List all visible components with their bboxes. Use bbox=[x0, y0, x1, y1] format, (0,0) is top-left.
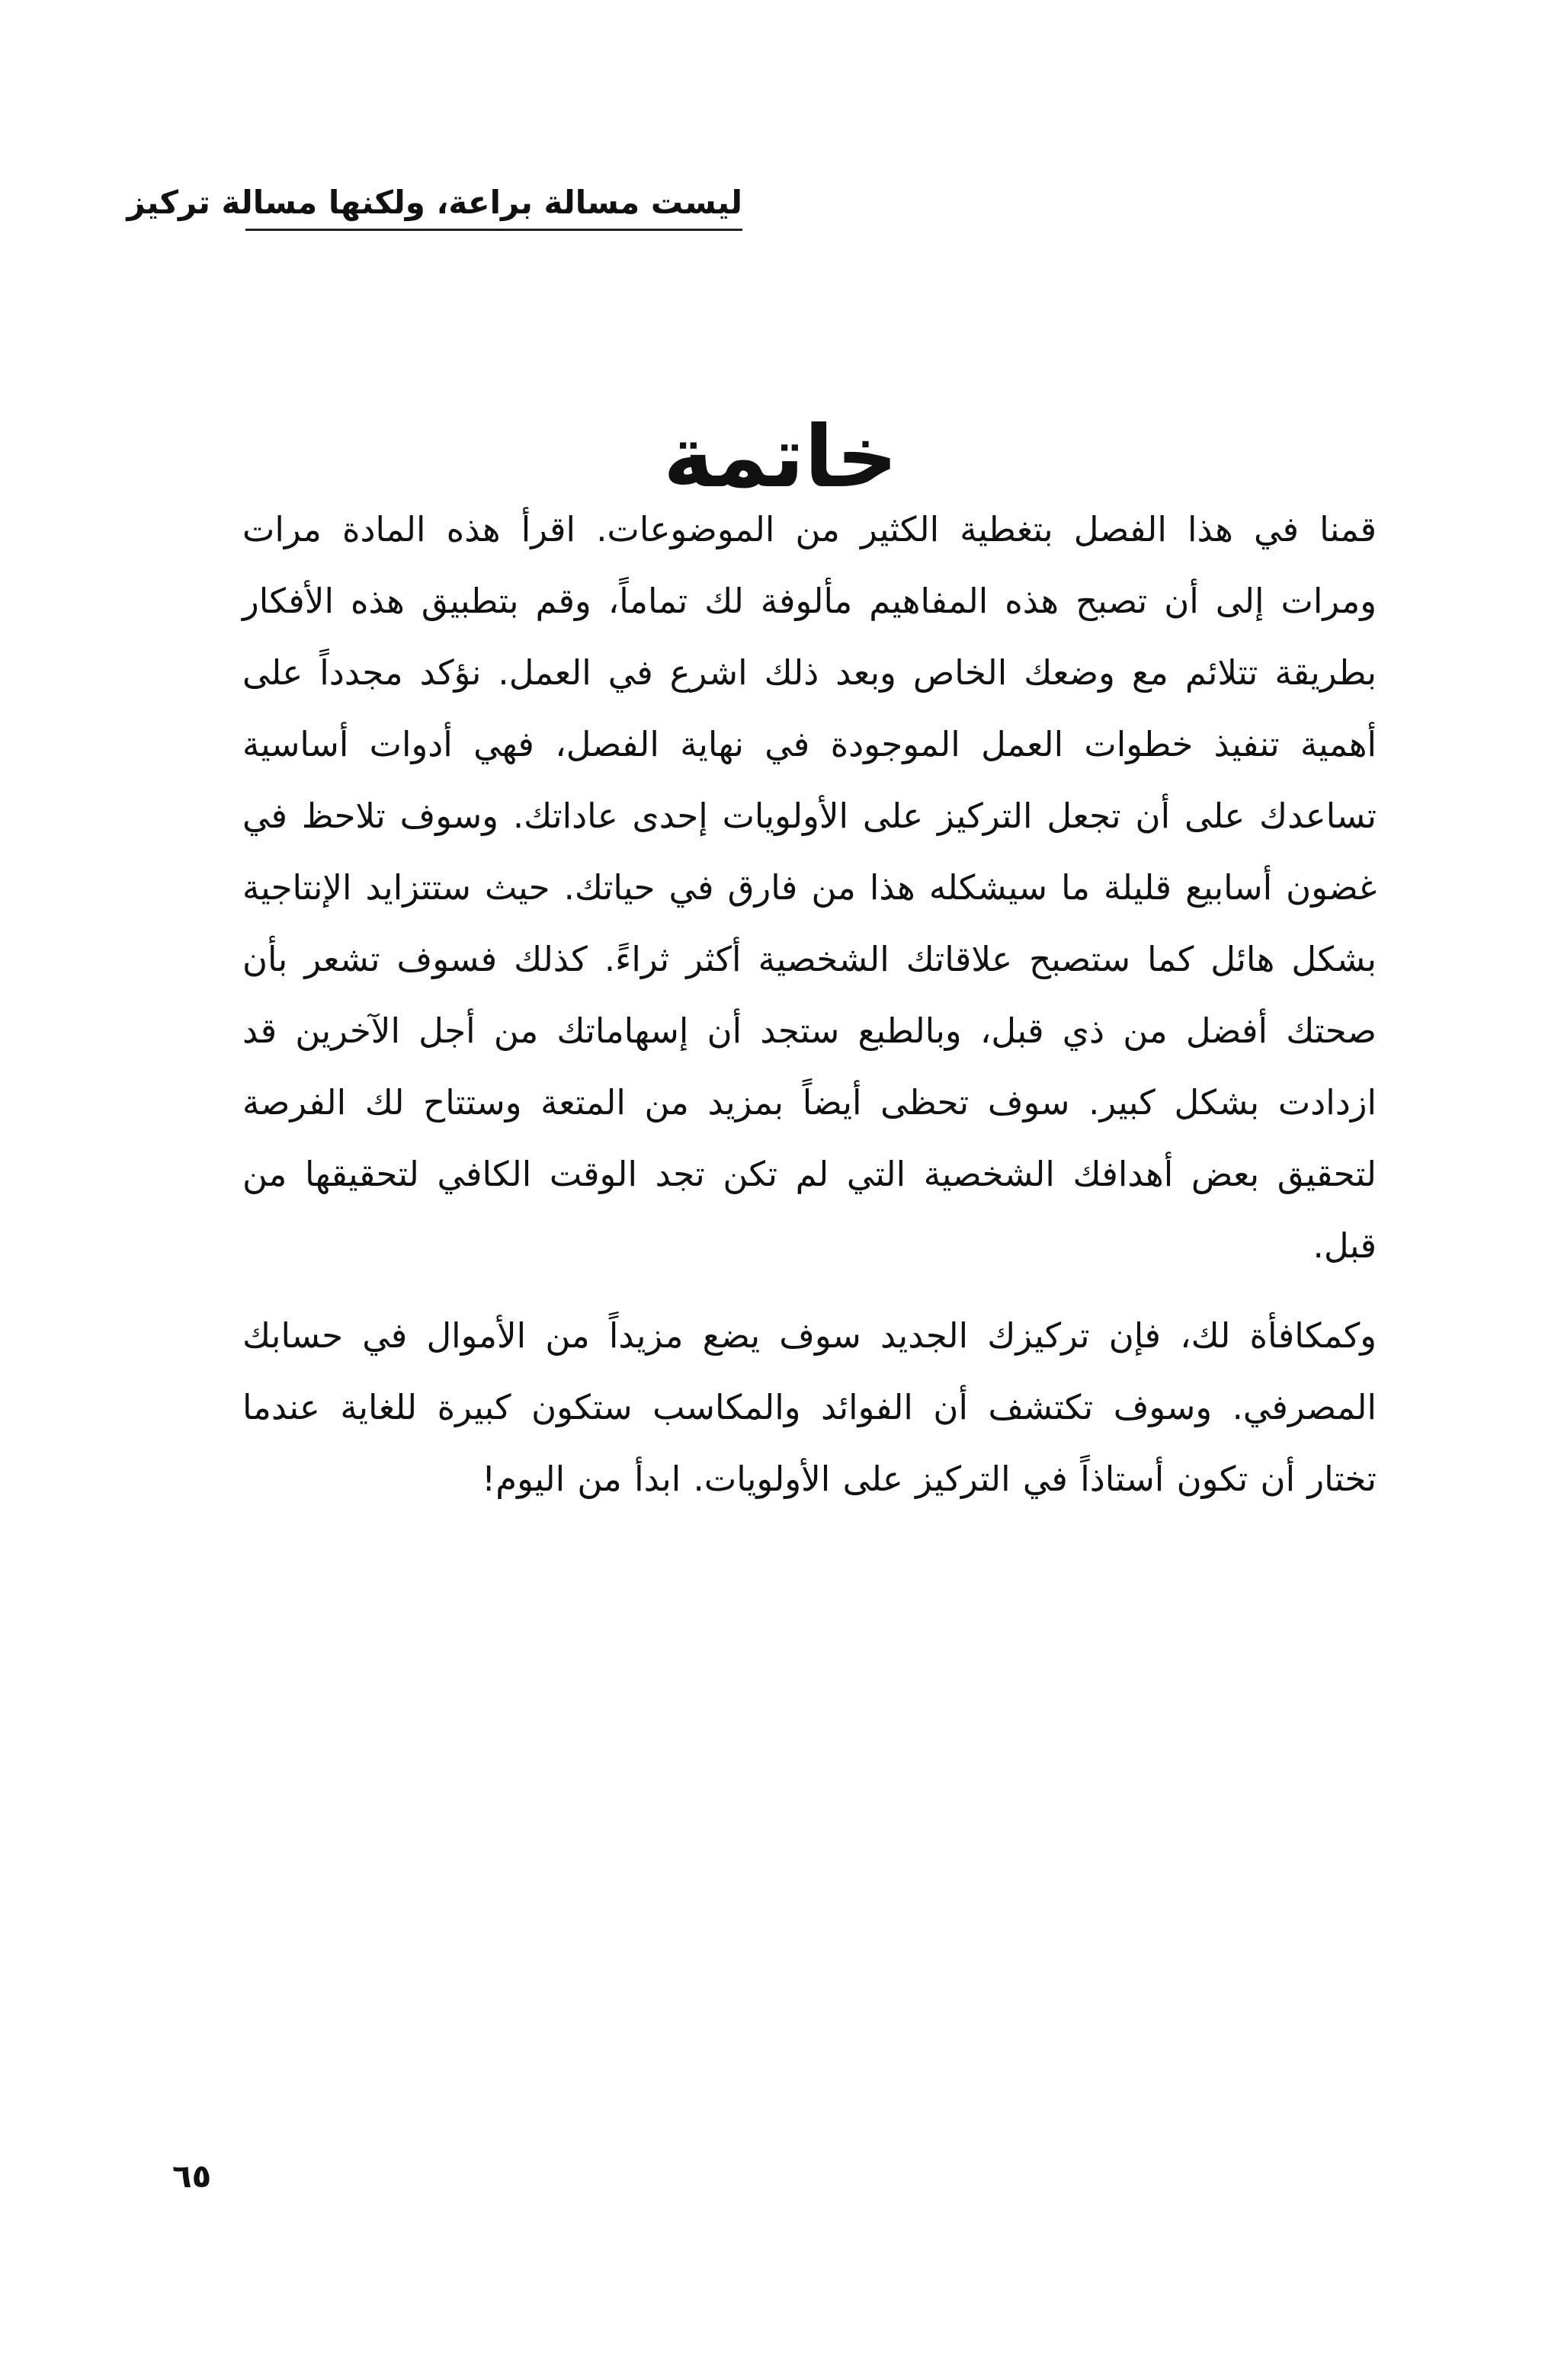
body-text bbox=[242, 494, 1377, 1515]
paragraph-2: وكمكافأة لك، فإن تركيزك الجديد سوف يضع مزيداً من الأموال في حسابك المصرفي. وسوف تكتشف أن الفوائد والمكاسب ستكون كبيرة للغاية عندما تختار أن تكون أستاذاً في التركيز على الأولويات. ابدأ من اليوم! bbox=[242, 1315, 1377, 1499]
page-number: ٦٥ bbox=[172, 2157, 212, 2195]
chapter-title: خاتمة bbox=[663, 408, 898, 508]
running-header: ليست مسالة براعة، ولكنها مسالة تركيز bbox=[127, 184, 742, 221]
header-rule bbox=[245, 229, 742, 231]
paragraph-1: قمنا في هذا الفصل بتغطية الكثير من الموضوعات. اقرأ هذه المادة مرات ومرات إلى أن تصبح هذه المفاهيم مألوفة لك تماماً، وقم بتطبيق هذه الأفكار بطريقة تتلائم مع وضعك الخاص وبعد ذلك اشرع في العمل. نؤكد مجدداً على أهمية تنفيذ خطوات العمل الموجودة في نهاية الفصل، فهي أدوات أساسية تساعدك على أن تجعل التركيز على الأولويات إحدى عاداتك. وسوف تلاحظ في غضون أسابيع قليلة ما سيشكله هذا من فارق في حياتك. حيث ستتزايد الإنتاجية بشكل هائل كما ستصبح علاقاتك الشخصية أكثر ثراءً. كذلك فسوف تشعر بأن صحتك أفضل من ذي قبل، وبالطبع ستجد أن إسهاماتك من أجل الآخرين قد ازدادت بشكل كبير. سوف تحظى أيضاً بمزيد من المتعة وستتاح لك الفرصة لتحقيق بعض أهدافك الشخصية التي لم تكن تجد الوقت الكافي لتحقيقها من قبل. bbox=[242, 509, 1377, 1266]
